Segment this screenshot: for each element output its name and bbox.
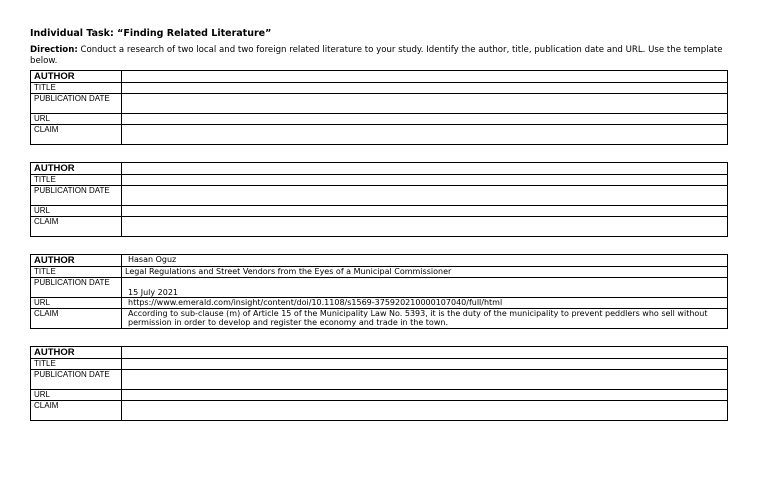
table-row-claim [31, 217, 728, 237]
direction-text: Conduct a research of two local and two foreign related literature to your study. Identify the author, title, publication date and URL. Use the template below. [30, 45, 723, 66]
claim-label: CLAIM [31, 217, 122, 237]
title-label: TITLE [31, 267, 122, 278]
author-label: AUTHOR [31, 255, 122, 267]
url-value [122, 390, 728, 401]
author-label: AUTHOR [31, 163, 122, 175]
table-row-title [31, 175, 728, 186]
claim-value: According to sub-clause (m) of Article 15 of the Municipality Law No. 5393, it is the duty of the municipality to prevent peddlers who sell without permission in order to develop and register the economy and trade in the town. [122, 309, 728, 329]
author-value [122, 163, 728, 175]
url-value [122, 114, 728, 125]
publication-date-value: 15 July 2021 [122, 278, 728, 298]
table-row-url [31, 114, 728, 125]
literature-tables [30, 70, 730, 421]
claim-value [122, 125, 728, 145]
table-row-publication-date [31, 370, 728, 390]
url-label: URL [31, 390, 122, 401]
direction-paragraph [30, 45, 730, 67]
title-value [122, 175, 728, 186]
publication-date-label: PUBLICATION DATE [31, 370, 122, 390]
title-value: Legal Regulations and Street Vendors from the Eyes of a Municipal Commissioner [122, 267, 728, 278]
author-value: Hasan Oguz [122, 255, 728, 267]
url-value: https://www.emerald.com/insight/content/doi/10.1108/s1569-375920210000107040/full/html [122, 298, 728, 309]
title-label: TITLE [31, 175, 122, 186]
table-row-title [31, 267, 728, 278]
publication-date-label: PUBLICATION DATE [31, 278, 122, 298]
table-row-claim [31, 309, 728, 329]
author-label: AUTHOR [31, 347, 122, 359]
literature-table [30, 70, 728, 145]
table-row-title [31, 359, 728, 370]
literature-table [30, 254, 728, 329]
title-label: TITLE [31, 359, 122, 370]
publication-date-value [122, 370, 728, 390]
claim-label: CLAIM [31, 125, 122, 145]
table-row-title [31, 83, 728, 94]
table-row-claim [31, 125, 728, 145]
claim-value [122, 401, 728, 421]
table-row-publication-date [31, 186, 728, 206]
author-value [122, 347, 728, 359]
claim-label: CLAIM [31, 309, 122, 329]
publication-date-label: PUBLICATION DATE [31, 186, 122, 206]
table-row-url [31, 390, 728, 401]
task-title: Individual Task: “Finding Related Literature” [30, 28, 272, 39]
url-label: URL [31, 298, 122, 309]
author-label: AUTHOR [31, 71, 122, 83]
table-row-claim [31, 401, 728, 421]
table-row-author [31, 255, 728, 267]
publication-date-value [122, 94, 728, 114]
claim-value [122, 217, 728, 237]
url-label: URL [31, 206, 122, 217]
url-value [122, 206, 728, 217]
document-page [30, 28, 730, 438]
url-label: URL [31, 114, 122, 125]
claim-label: CLAIM [31, 401, 122, 421]
table-row-author [31, 163, 728, 175]
publication-date-value [122, 186, 728, 206]
literature-table [30, 162, 728, 237]
direction-label: Direction: [30, 45, 78, 55]
table-row-publication-date [31, 278, 728, 298]
author-value [122, 71, 728, 83]
title-value [122, 83, 728, 94]
table-row-url [31, 206, 728, 217]
table-row-publication-date [31, 94, 728, 114]
publication-date-label: PUBLICATION DATE [31, 94, 122, 114]
literature-table [30, 346, 728, 421]
table-row-url [31, 298, 728, 309]
title-label: TITLE [31, 83, 122, 94]
title-value [122, 359, 728, 370]
table-row-author [31, 347, 728, 359]
table-row-author [31, 71, 728, 83]
